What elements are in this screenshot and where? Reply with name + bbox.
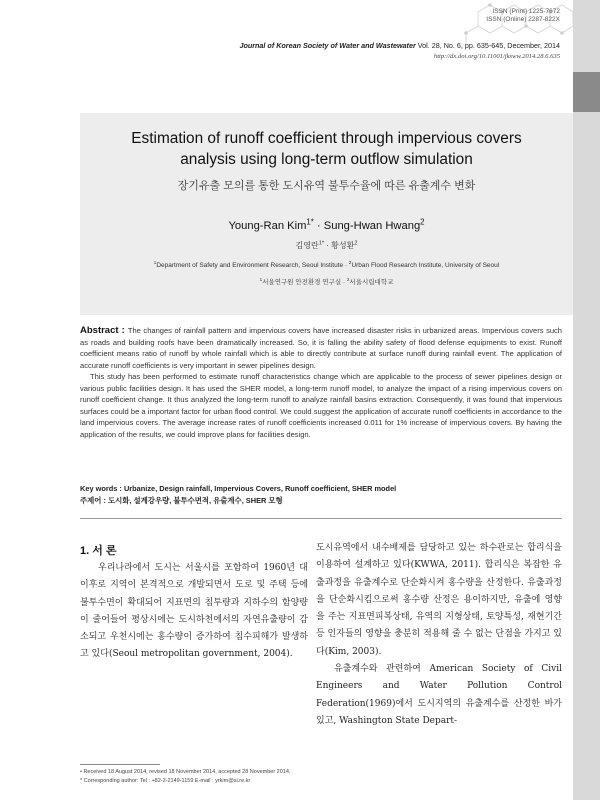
author-1-ko: 김영란 — [295, 241, 319, 250]
side-bar — [573, 0, 600, 800]
affil-2: Urban Flood Research Institute, University of Seoul — [351, 262, 500, 269]
footnote-corresponding: * Corresponding author: Tel : +82-2-2149-1159 E-mail : yrkim@si.re.kr — [80, 777, 251, 784]
footnote-divider — [80, 764, 160, 765]
affiliations-en — [80, 259, 573, 269]
affil-1-sup: 1 — [153, 259, 157, 265]
title-line-2: analysis using long-term outflow simulation — [180, 151, 473, 168]
authors-ko — [80, 240, 573, 251]
affil-2-ko-sup: 2 — [346, 276, 350, 282]
journal-line — [239, 41, 560, 50]
author-2-ko: 황성환 — [331, 241, 355, 250]
abstract-p2: This study has been performed to estimate runoff characteristics change which are applicable to the process of sewer pipelines design or various public facilities design. It has used the SHER model, a long-term runoff model, to analyze the impact of a rising impervious covers on runoff coefficient change. It thus analyzed the long-term runoff to analyze rainfall basins extraction. Consequently, it was found that impervious surfaces could be a important factor for urban flood control. We could suggest the application of accurate runoff coefficients in accordance to the land impervious covers. The average increase rates of runoff coefficients increased 0.011 for 1% increase of impervious covers. By having the application of the results, we could improve plans for facilities design. — [80, 372, 562, 439]
journal-meta: Vol. 28, No. 6, pp. 635-645, December, 2014 — [417, 41, 560, 50]
abstract-label: Abstract : — [80, 325, 128, 336]
author-2: Sung-Hwan Hwang — [323, 220, 421, 232]
author-1-ko-sup: 1* — [318, 240, 325, 247]
author-2-sup: 2 — [420, 217, 425, 227]
body-right-p2: 유출계수와 관련하여 American Society of Civil Engineers and Water Pollution Control Federation(1969)에서 도시지역의 유출계수를 산정한 바가 있고, Washington State Depart- — [316, 664, 562, 726]
keywords-ko-text: 도시화, 설계강우량, 불투수면적, 유출계수, SHER 모형 — [108, 496, 283, 505]
keywords-en-text: Urbanize, Design rainfall, Impervious Covers, Runoff coefficient, SHER model — [123, 484, 397, 493]
paper-title-ko: 장기유출 모의를 통한 도시유역 불투수율에 따른 유출계수 변화 — [177, 180, 476, 192]
affiliations-ko — [80, 277, 573, 286]
affil-2-sup: 2 — [348, 259, 352, 265]
author-ko-sep: · — [324, 241, 332, 250]
issn-print: ISSN (Print) 1225-7672 — [492, 8, 560, 15]
doi-link[interactable]: http://dx.doi.org/10.11001/jksww.2014.28.6.635 — [433, 53, 560, 60]
title-line-1: Estimation of runoff coefficient through impervious covers — [131, 130, 522, 147]
paper-title-en — [80, 128, 573, 170]
body-left-column: 우리나라에서 도시는 서울시를 포함하여 1960년 대 이후로 지역이 본격적으로 개발되면서 도로 및 주택 등에 불투수면이 확대되어 지표면의 침투량과 지하수의 함양량이 줄어들어 평상시에는 도시하천에서의 자연유출량이 감소되고 우천시에는 홍수량이 증가하여 침수피해가 발생하고 있다(Seoul metropolitan government, 2004). — [80, 563, 308, 660]
footnotes — [80, 768, 308, 785]
section-title: 1. 서 론 — [80, 545, 117, 557]
abstract-p1-text: The changes of rainfall pattern and impervious covers have increased disaster risks in urbanized areas. Impervious covers such as roads and building roofs have been dramatically increased. So, it is falling the ability safety of flood defense equipments to exist. Runoff coefficient means ratio of runoff by whole rainfall which is able to directly contribute at surface runoff during rainfall event. The application of accurate runoff coefficients is very important in sewer pipelines design. — [80, 326, 563, 370]
body-right-p1: 도시유역에서 내수배제를 담당하고 있는 하수관로는 합리식을 이용하여 설계하고 있다(KWWA, 2011). 합리식은 복잡한 유출과정을 유출계수로 단순화시켜 홍수량을 산정한다. 유출과정을 단순화시킴으로써 홍수량 산정은 용이하지만, 유출에 영향을 주는 지표면피복상태, 유역의 지형상태, 토양특성, 재현기간 등 인자들의 영향을 충분히 적용해 줄 수 없는 단점을 가지고 있다(Kim, 2003). — [316, 543, 562, 657]
affil-1-ko-sup: 1 — [259, 276, 263, 282]
footnote-received: • Received 18 August 2014, revised 18 November 2014, accepted 28 November 2014. — [80, 769, 291, 775]
author-1-sup: 1* — [306, 217, 314, 227]
author-1: Young-Ran Kim — [228, 220, 307, 232]
issn-online: ISSN (Online) 2287-822X — [486, 16, 560, 23]
abstract — [80, 325, 562, 440]
divider — [80, 518, 562, 519]
keywords-ko-label: 주제어 : — [80, 496, 108, 505]
side-tab — [573, 72, 600, 112]
affil-2-ko: 서울시립대학교 — [349, 279, 394, 286]
author-sep: · — [313, 220, 324, 232]
keywords-en — [80, 483, 562, 495]
abstract-p1 — [80, 325, 562, 371]
affil-1-ko: 서울연구원 안전환경 연구실 · — [262, 279, 347, 286]
authors-en — [80, 217, 573, 232]
issn-block — [486, 8, 560, 24]
keywords — [80, 483, 562, 507]
journal-name: Journal of Korean Society of Water and Wastewater — [239, 41, 416, 50]
body-right-column — [316, 540, 562, 730]
affil-1: Department of Safety and Environment Research, Seoul Institute · — [156, 262, 349, 269]
author-2-ko-sup: 2 — [354, 240, 358, 247]
keywords-en-label: Key words : — [80, 484, 124, 493]
keywords-ko — [80, 495, 562, 507]
